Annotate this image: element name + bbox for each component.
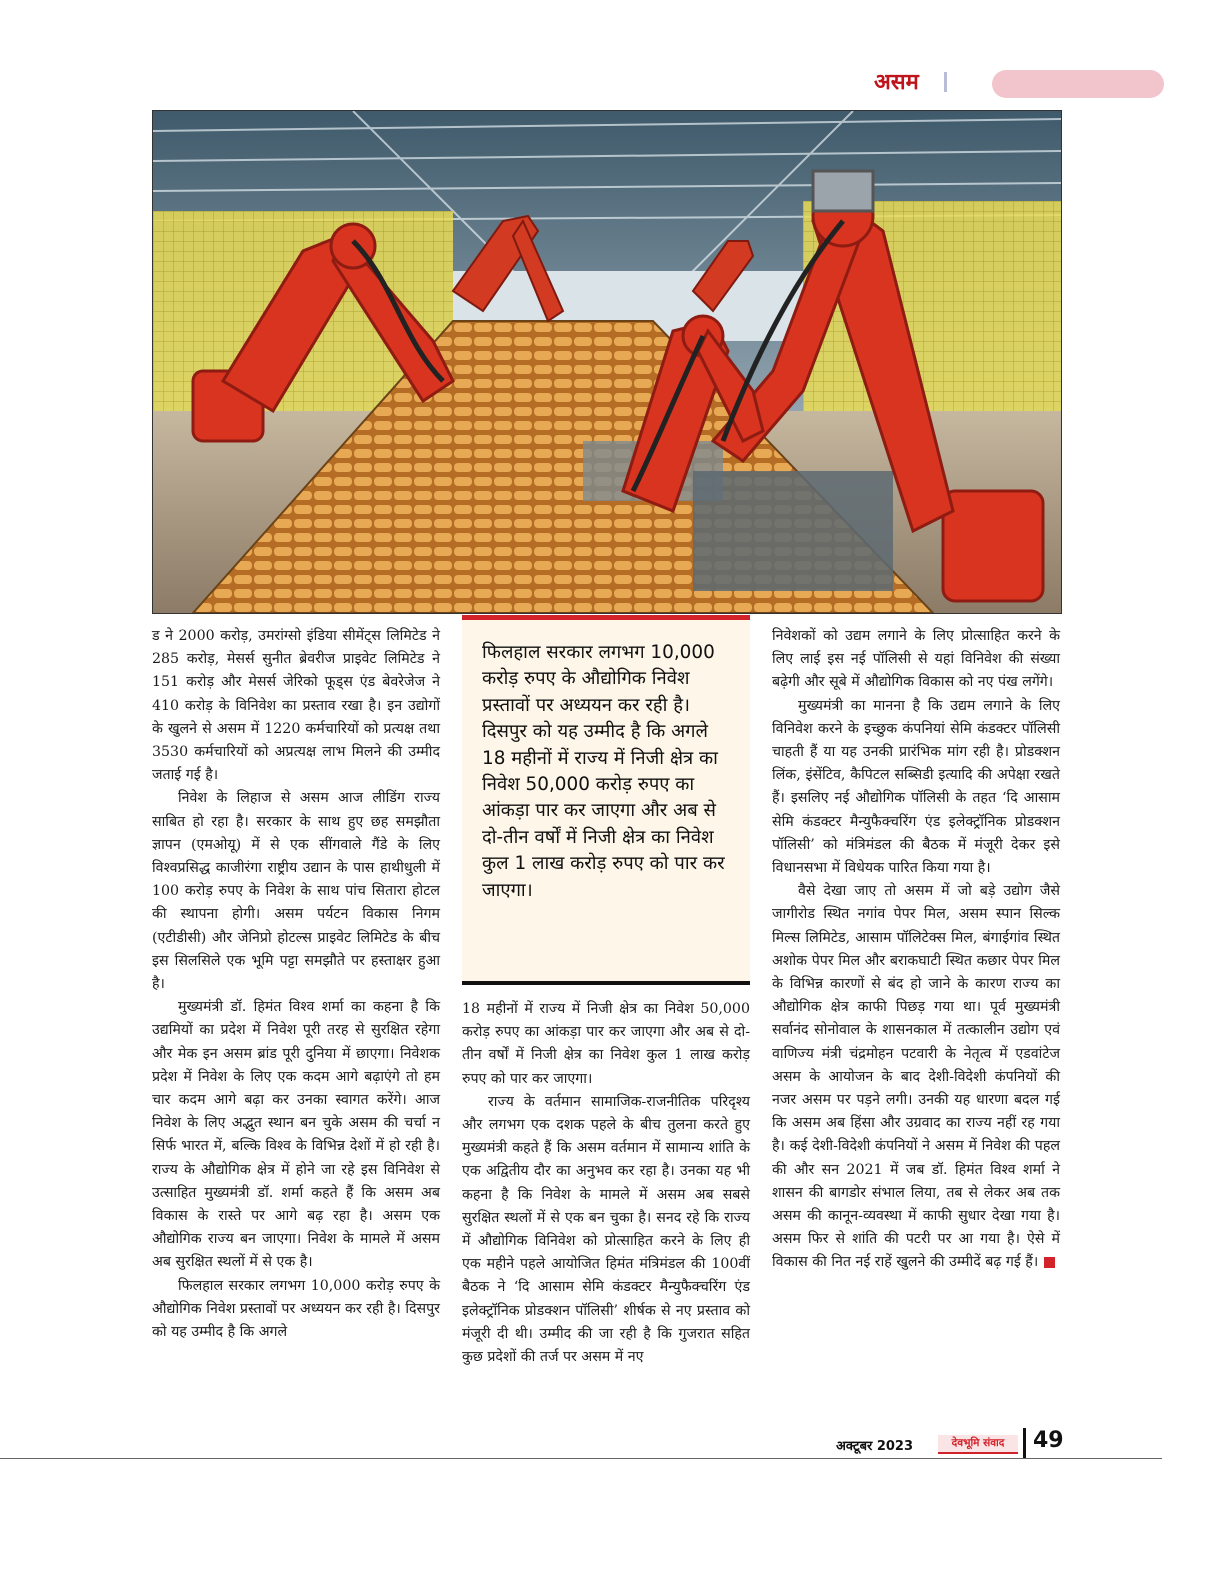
page-number: 49	[1033, 1428, 1064, 1453]
industrial-robot-arms-photo	[152, 110, 1062, 614]
paragraph: मुख्यमंत्री का मानना है कि उद्यम लगाने के लिए विनिवेश करने के इच्छुक कंपनियां सेमि कंडक्टर पॉलिसी चाहती हैं या यह उनकी प्रारंभिक मांग रही है। प्रोडक्शन लिंक, इंसेंटिव, कैपिटल सब्सिडी इत्यादि की अपेक्षा रखते हैं। इसलिए नई औद्योगिक पॉलिसी के तहत ‘दि आसाम सेमि कंडक्टर मैन्युफैक्चरिंग एंड इलेक्ट्रॉनिक प्रोडक्शन पॉलिसी’ को मंत्रिमंडल की बैठक में मंजूरी देकर इसे विधानसभा में विधेयक पारित किया गया है।	[772, 697, 1060, 877]
section-label: असम	[874, 70, 919, 95]
paragraph: 18 महीनों में राज्य में निजी क्षेत्र का निवेश 50,000 करोड़ रुपए का आंकड़ा पार कर जाएगा और अब से दो-तीन वर्षों में निजी क्षेत्र का निवेश कुल 1 लाख करोड़ रुपए को पार कर जाएगा।	[462, 1001, 750, 1087]
paragraph: निवेश के लिहाज से असम आज लीडिंग राज्य साबित हो रहा है। सरकार के साथ हुए छह समझौता ज्ञापन (एमओयू) में से एक सींगवाले गैंडे के लिए विश्वप्रसिद्ध काजीरंगा राष्ट्रीय उद्यान के पास हाथीधुली में 100 करोड़ रुपए के निवेश के साथ पांच सितारा होटल की स्थापना होगी। असम पर्यटन विकास निगम (एटीडीसी) और जेनिप्रो होटल्स प्राइवेट लिमिटेड के बीच इस सिलसिले एक भूमि पट्टा समझौते पर हस्ताक्षर हुआ है।	[152, 790, 440, 993]
magazine-logo: देवभूमि संवाद	[938, 1435, 1018, 1454]
footer-divider	[1023, 1428, 1026, 1458]
pull-quote-text: फिलहाल सरकार लगभग 10,000 करोड़ रुपए के औद्योगिक निवेश प्रस्तावों पर अध्ययन कर रही है। दिसपुर को यह उम्मीद है कि अगले 18 महीनों में राज्य में निजी क्षेत्र का निवेश 50,000 करोड़ रुपए का आंकड़ा पार कर जाएगा और अब से दो-तीन वर्षों में निजी क्षेत्र का निवेश कुल 1 लाख करोड़ रुपए को पार कर जाएगा।	[482, 642, 725, 901]
issue-date: अक्टूबर 2023	[836, 1439, 914, 1454]
paragraph	[772, 880, 1060, 1274]
paragraph: राज्य के वर्तमान सामाजिक-राजनीतिक परिदृश्य और लगभग एक दशक पहले के बीच तुलना करते हुए मुख्यमंत्री कहते हैं कि असम वर्तमान में सामान्य शांति के एक अद्वितीय दौर का अनुभव कर रहा है। उनका यह भी कहना है कि निवेश के मामले में असम अब सबसे सुरक्षित स्थलों में से एक बन चुका है। सनद रहे कि राज्य में औद्योगिक विनिवेश को प्रोत्साहित करने के लिए ही एक महीने पहले आयोजित हिमंत मंत्रिमंडल की 100वीं बैठक ने ‘दि आसाम सेमि कंडक्टर मैन्युफैक्चरिंग एंड इलेक्ट्रॉनिक प्रोडक्शन पॉलिसी’ शीर्षक से नए प्रस्ताव को मंजूरी दी थी। उम्मीद की जा रही है कि गुजरात सहित कुछ प्रदेशों की तर्ज पर असम में नए	[462, 1093, 750, 1366]
footer-rule	[0, 1458, 1162, 1459]
section-separator	[944, 72, 947, 92]
paragraph: ड ने 2000 करोड़, उमरांग्सो इंडिया सीमेंट्स लिमिटेड ने 285 करोड़, मेसर्स सुनीत ब्रेवरीज प्राइवेट लिमिटेड ने 151 करोड़ और मेसर्स जेरिको फूड्स एंड बेवरेजेज ने 410 करोड़ के विनिवेश का प्रस्ताव रखा है। इन उद्योगों के खुलने से असम में 1220 कर्मचारियों को प्रत्यक्ष तथा 3530 कर्मचारियों को अप्रत्यक्ष लाभ मिलने की उम्मीद जताई गई है।	[152, 628, 440, 784]
pull-quote-box	[462, 615, 750, 985]
article-column-3	[772, 625, 1060, 1275]
paragraph: फिलहाल सरकार लगभग 10,000 करोड़ रुपए के औद्योगिक निवेश प्रस्तावों पर अध्ययन कर रही है। दिसपुर को यह उम्मीद है कि अगले	[152, 1277, 440, 1341]
paragraph: मुख्यमंत्री डॉ. हिमंत विश्व शर्मा का कहना है कि उद्यमियों का प्रदेश में निवेश पूरी तरह से सुरक्षित रहेगा और मेक इन असम ब्रांड पूरी दुनिया में छाएगा। निवेशक प्रदेश में निवेश के लिए एक कदम आगे बढ़ाएंगे तो हम चार कदम आगे बढ़ा कर उनका स्वागत करेंगे। आज निवेश के लिए अद्भुत स्थान बन चुके असम की चर्चा न सिर्फ भारत में, बल्कि विश्व के विभिन्न देशों में हो रही है। राज्य के औद्योगिक क्षेत्र में होने जा रहे इस विनिवेश से उत्साहित मुख्यमंत्री डॉ. शर्मा कहते हैं कि असम अब विकास के रास्ते पर आगे बढ़ रहा है। असम एक औद्योगिक राज्य बन जाएगा। निवेश के मामले में असम अब सुरक्षित स्थलों में से एक है।	[152, 999, 440, 1271]
paragraph: निवेशकों को उद्यम लगाने के लिए प्रोत्साहित करने के लिए लाई इस नई पॉलिसी से यहां विनिवेश की संख्या बढ़ेगी और सूबे में औद्योगिक विकास को नए पंख लगेंगे।	[772, 628, 1060, 691]
section-tag-pill	[992, 70, 1164, 98]
end-of-article-icon	[1044, 1257, 1055, 1268]
article-column-2	[462, 998, 750, 1369]
paragraph-text: वैसे देखा जाए तो असम में जो बड़े उद्योग जैसे जागीरोड स्थित नगांव पेपर मिल, असम स्पान सिल्क मिल्स लिमिटेड, आसाम पॉलिटेक्स मिल, बंगाईगांव स्थित अशोक पेपर मिल और बराकघाटी स्थित कछार पेपर मिल के विभिन्न कारणों से बंद हो जाने के कारण राज्य का औद्योगिक क्षेत्र काफी पिछड़ गया था। पूर्व मुख्यमंत्री सर्वानंद सोनोवाल के शासनकाल में तत्कालीन उद्योग एवं वाणिज्य मंत्री चंद्रमोहन पटवारी के नेतृत्व में एडवांटेज असम के आयोजन के बाद देशी-विदेशी कंपनियों की नजर असम पर पड़ने लगी। उनकी यह धारणा बदल गई कि असम अब हिंसा और उग्रवाद का राज्य नहीं रह गया है। कई देशी-विदेशी कंपनियों ने असम में निवेश की पहल की और सन 2021 में जब डॉ. हिमंत विश्व शर्मा ने शासन की बागडोर संभाल लिया, तब से लेकर अब तक असम की कानून-व्यवस्था में काफी सुधार देखा गया है। असम फिर से शांति की पटरी पर आ गया है। ऐसे में विकास की नित नई राहें खुलने की उम्मीदें बढ़ गई हैं।	[772, 883, 1060, 1271]
article-column-1	[152, 625, 440, 1344]
